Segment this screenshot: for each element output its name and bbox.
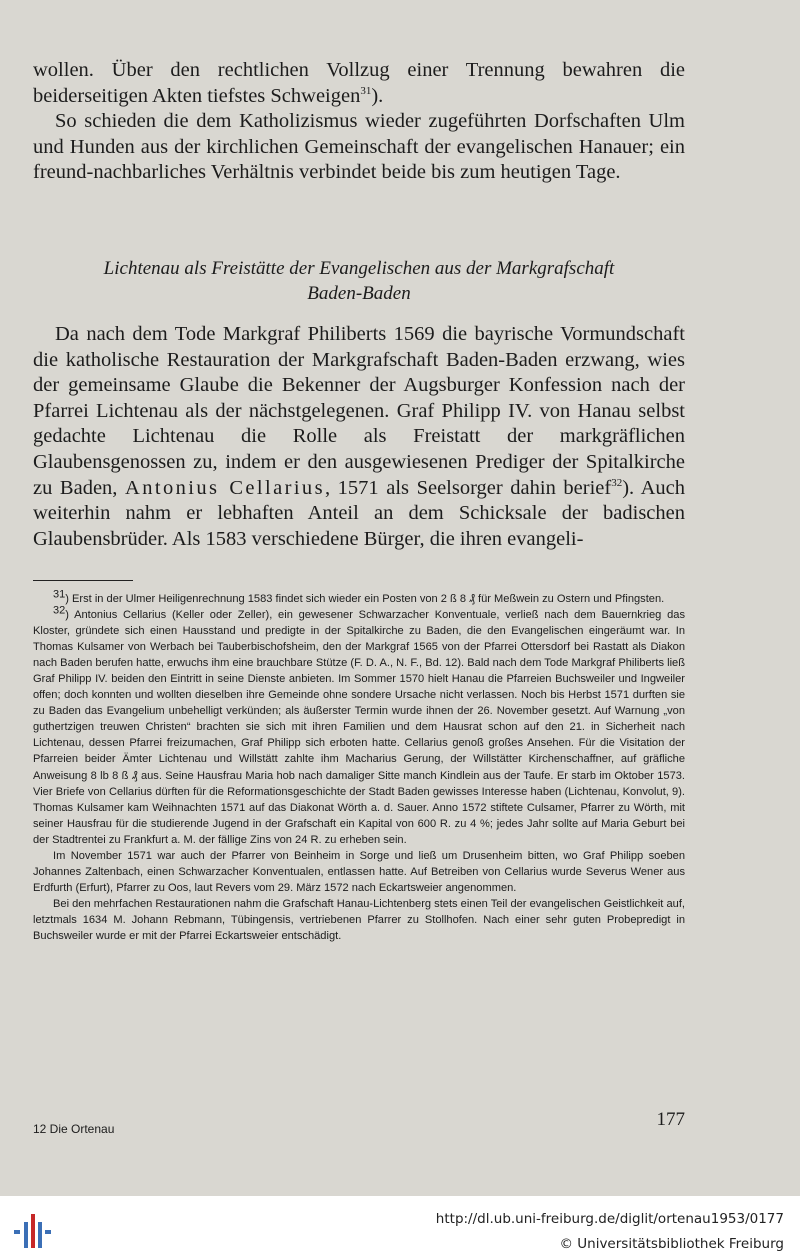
page-number: 177 xyxy=(656,1109,685,1130)
heading-line-2: Baden-Baden xyxy=(307,283,411,304)
paragraph-3: Da nach dem Tode Markgraf Philiberts 1569 die bayrische Vormundschaft die katholische Restauration der Markgrafschaft Baden-Baden erzwang, wies der gemeinsame Glaube die Bekenner der Augsburger Konfession nach der Pfarrei Lichtenau als der nächstgelegenen. Graf Philipp IV. von Hanau selbst gedachte Lichtenau die Rolle als Freistatt der markgräflichen Glaubensgenossen zu, indem er den ausgewiesenen Prediger der Spitalkirche zu Baden, Antonius Cellarius, 1571 als Seelsorger dahin berief$^{32}$). Auch weiterhin nahm er lebhaften Anteil an dem Schicksale der badischen Glaubensbrüder. Als 1583 verschiedene Bürger, die ihren evangeli- xyxy=(33,323,685,550)
ub-freiburg-logo-icon xyxy=(12,1212,52,1252)
paragraph-2: So schieden die dem Katholizismus wieder zugeführten Dorfschaften Ulm und Hunden aus der kirchlichen Gemeinschaft der evangelischen Hanauer; ein freund-nachbarliches Verhältnis verbindet beide bis zum heutigen Tage. xyxy=(33,110,685,184)
footnote-ref-32[interactable]: 32 xyxy=(611,476,623,489)
footnote-divider xyxy=(33,580,133,581)
footnote-32-continued: Im November 1571 war auch der Pfarrer von Beinheim in Sorge und ließ um Drusenheim bitten, wo Graf Philipp soeben Johannes Zaltenbach, einen Schwarzacher Konventualen, entlassen hatte. Auf Betreiben von Cellarius wurde Severus Wener aus Erdfurth (Erfurt), Pfarrer zu Oos, laut Revers vom 29. März 1572 nach Eckartsweier angenommen. xyxy=(33,849,685,894)
person-name: Antonius Cellarius xyxy=(125,476,325,499)
footnote-32-final: Bei den mehrfachen Restaurationen nahm die Grafschaft Hanau-Lichtenberg stets einen Teil der evangelischen Geistlichkeit auf, letztmals 1634 M. Johann Rebmann, Tübingensis, vertriebenen Pfarrer zu Stollhofen. Nach einer sehr guten Probepredigt in Buchsweiler wurde er mit der Pfarrei Eckartsweier entschädigt. xyxy=(33,897,685,942)
footnotes xyxy=(33,588,685,944)
section-heading xyxy=(33,256,685,306)
copyright: © Universitätsbibliothek Freiburg xyxy=(559,1236,784,1252)
top-text xyxy=(33,58,685,186)
source-url[interactable]: http://dl.ub.uni-freiburg.de/diglit/ortenau1953/0177 xyxy=(435,1211,784,1227)
footnote-ref-31[interactable]: 31 xyxy=(360,84,372,97)
footnote-31: $^{31}$) Erst in der Ulmer Heiligenrechnung 1583 findet sich wieder ein Posten von 2 ß 8 ₰ für Meßwein zu Ostern und Pfingsten. xyxy=(53,588,665,605)
main-text xyxy=(33,322,685,552)
footnote-32: $^{32}$) Antonius Cellarius (Keller oder Zeller), ein gewesener Schwarzacher Konventuale, verließ nach dem Bauernkrieg das Kloster, gründete sich einen Hausstand und predigte in der Spitalkirche zu Baden, die den Evangelischen eingeräumt war. In Thomas Kulsamer von Werbach bei Tauberbischofsheim, den der Markgraf 1565 von der Pfarrei Ottersdorf bei Rastatt als Diakon nach Baden berufen hatte, erwuchs ihm eine brauchbare Stütze (F. D. A., N. F., Bd. 12). Bald nach dem Tode Markgraf Philiberts ließ Graf Philipp IV. beiden den Eintritt in seine Dienste anbieten. Im Sommer 1570 hielt Hanau die Pfarreien Buchsweiler und Ingweiler offen; doch konnten und wollten dieselben ihre Gemeinde ohne sondere Ursache nicht verlassen. Noch bis Herbst 1571 durften sie zu Baden das Evangelium unbehelligt verkünden; als äußerster Termin wurde ihnen der 26. November gesetzt. Auf Warnung „von guthertzigen treuwen Christen“ brachten sie sich mit ihren Familien und dem Hausrat schon auf den 21. in Sicherheit nach Lichtenau, dessen Pfarrei freizumachen, Graf Philipp sich erboten hatte. Cellarius genoß großes Ansehen. Für die Visitation der Pfarreien beider Ämter Lichtenau und Willstätt zahlte ihm Macharius Gerung, der Willstätter Kirchenschaffner, auf gräfliche Anweisung 8 lb 8 ß ₰ aus. Seine Hausfrau Maria hob nach damaliger Sitte manch Kindlein aus der Taufe. Er starb im Oktober 1573. Vier Briefe von Cellarius dürften für die Reformationsgeschichte der Stadt Baden gewisses Interesse haben (Lichtenau, Konvolut, 9). Thomas Kulsamer kam Weihnachten 1571 auf das Diakonat Wörth a. d. Sauer. Anno 1572 stiftete Culsamer, Pfarrer zu Wörth, mit seiner Hausfrau für die studierende Jugend in der Grafschaft ein Kapital von 600 R. zu 4 %; jedes Jahr sollte auf Maria Geburt bei der Stadtrentei zu Frankfurt a. M. der fällige Zins von 24 R. zu erheben sein. xyxy=(33,604,685,846)
heading-line-1: Lichtenau als Freistätte der Evangelischen aus der Markgrafschaft xyxy=(103,258,615,279)
printer-signature: 12 Die Ortenau xyxy=(33,1122,115,1136)
paragraph-1: wollen. Über den rechtlichen Vollzug einer Trennung bewahren die beiderseitigen Akten tiefstes Schweigen$^{31}$). xyxy=(33,59,685,107)
